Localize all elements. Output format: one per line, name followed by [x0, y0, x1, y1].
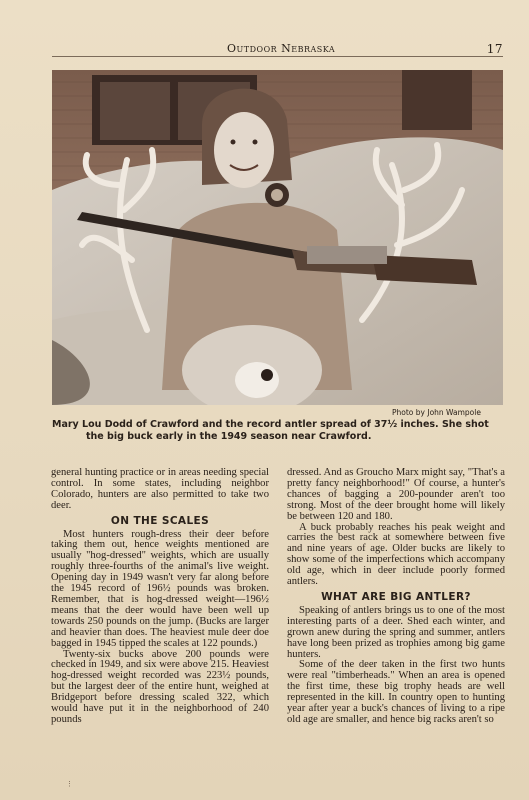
section-heading-on-the-scales: ON THE SCALES [110, 514, 210, 527]
right-paragraph-2: A buck probably reaches his peak weight and carries the best rack at somewhere between five and nine years of age. Older bucks are likely to show some of the imperfections which accompany old age, which in deer include poorly formed antlers. [287, 521, 505, 588]
left-paragraph-2: Most hunters rough-dress their deer before taking them out, hence weights mentioned are usually "hog-dressed" weights, which are usually roughly three-fourths of the animal's live weight. Opening day in 1949 wasn't very far along before the 1945 record of 196½ pounds was broken. Remember, that is hog-dressed weight—196½ means that the deer would have been well up towards 250 pounds on the jump. (Bucks are larger and heavier than does. The heaviest mule deer doe bagged in 1945 tipped the scales at 122 pounds.) [51, 528, 269, 649]
right-paragraph-3: Speaking of antlers brings us to one of the most interesting parts of a deer. Shed each winter, and grown anew during the spring and summer, antlers have long been prized as trophies among big game hunters. [287, 604, 505, 660]
right-paragraph-1: dressed. And as Groucho Marx might say, "That's a pretty fancy neighborhood!" Of course, a hunter's chances of bagging a 200-pounder aren't too strong. Most of the deer brought home will likely be between 120 and 180. [287, 467, 505, 522]
running-head [52, 40, 503, 57]
section-heading-big-antler: WHAT ARE BIG ANTLER? [321, 590, 471, 603]
left-paragraph-1: general hunting practice or in areas needing special control. In some states, including neighbor Colorado, hunters are also permitted to take two deer. [51, 467, 269, 511]
right-column [287, 468, 505, 726]
magazine-title: Outdoor Nebraska [227, 42, 336, 55]
right-paragraph-4: Some of the deer taken in the first two hunts were real "timberheads." When an area is opened the first time, these big trophy heads are well represented in the kill. In country open to hunting year after year a buck's chances of living to a ripe old age are smaller, and hence big racks aren't so [287, 659, 505, 725]
hunter-photo-illustration [52, 70, 503, 405]
caption-line-1: Mary Lou Dodd of Crawford and the record antler spread of 37½ inches. She shot [52, 419, 489, 430]
photo-caption [52, 419, 503, 443]
caption-line-2: the big buck early in the 1949 season near Crawford. [86, 431, 372, 442]
left-paragraph-3: Twenty-six bucks above 200 pounds were checked in 1949, and six were above 215. Heaviest hog-dressed weight recorded was 223½ pounds, but the largest deer of the entire hunt, weighed at Bridgeport before dressing scaled 322, which would have put it in the neighborhood of 240 pounds [51, 648, 269, 725]
print-mark: ⋮ [66, 780, 73, 788]
page-number: 17 [486, 42, 503, 56]
left-column [51, 468, 269, 726]
hunter-photo [52, 70, 503, 405]
photo-credit: Photo by John Wampole [392, 408, 481, 417]
